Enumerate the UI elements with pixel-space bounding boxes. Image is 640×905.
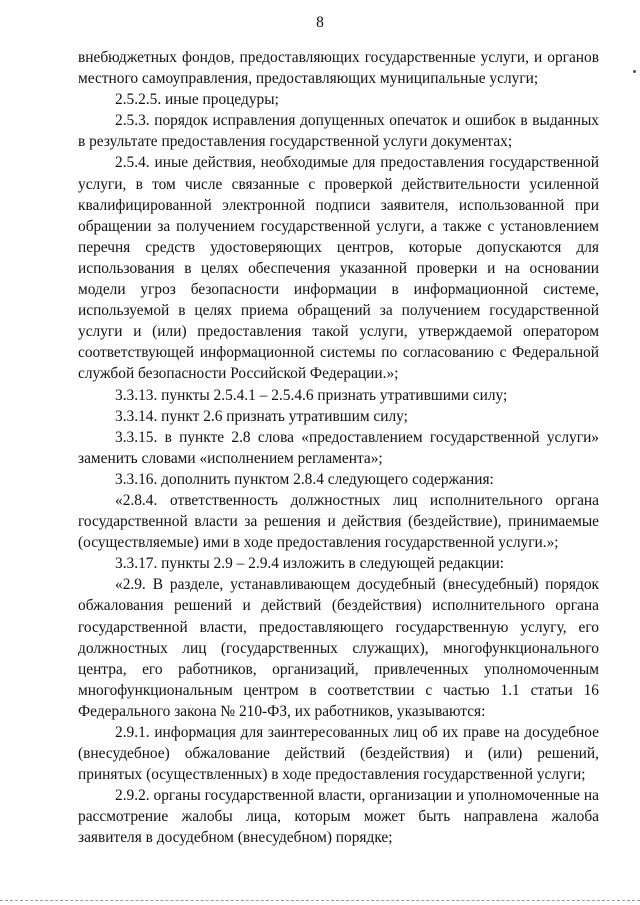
paragraph-2-9-1: 2.9.1. информация для заинтересованных лиц об их праве на досудебное (внесудебное) обжалование действий (бездействия) и (или) решений, принятых (осуществленных) в ходе предоставления государственной услуги; (78, 724, 599, 784)
paragraph-2-9-2: 2.9.2. органы государственной власти, организации и уполномоченные на рассмотрение жалобы лица, которым может быть направлена жалоба заявителя в досудебном (внесудебном) порядке; (78, 787, 599, 847)
scan-bottom-edge (0, 900, 640, 901)
paragraph-2-5-2-5: 2.5.2.5. иные процедуры; (115, 91, 279, 109)
document-body (78, 47, 599, 849)
scan-mark (633, 70, 636, 73)
page-number: 8 (316, 14, 324, 31)
paragraph-2-5-4: 2.5.4. иные действия, необходимые для предоставления государственной услуги, в том числе связанные с проверкой действительности усиленной квалифицированной электронной подписи заявителя, использованной при обращении за получением государственной услуги, а также с установлением перечня средств удостоверяющих центров, которые допускаются для использования в целях обеспечения указанной проверки и на основании модели угроз безопасности информации в информационной системе, используемой в целях приема обращений за получением государственной услуги и (или) предоставления такой услуги, утверждаемой оператором соответствующей информационной системы по согласованию с Федеральной службой безопасности Российской Федерации.»; (78, 154, 599, 383)
paragraph-3-3-14: 3.3.14. пункт 2.6 признать утратившим силу; (115, 407, 408, 425)
paragraph-2-5-3: 2.5.3. порядок исправления допущенных опечаток и ошибок в выданных в результате предоставления государственной услуги документах; (78, 112, 599, 151)
paragraph-3-3-16: 3.3.16. дополнить пунктом 2.8.4 следующего содержания: (115, 470, 494, 488)
paragraph-2-9: «2.9. В разделе, устанавливающем досудебный (внесудебный) порядок обжалования решений и действий (бездействия) исполнительного органа государственной власти, предоставляющего государственную услугу, его должностных лиц (государственных служащих), многофункционального центра, его работников, организаций, привлеченных уполномоченным многофункциональным центром в соответствии с частью 1.1 статьи 16 Федерального закона № 210-ФЗ, их работников, указываются: (78, 576, 599, 720)
paragraph-3-3-17: 3.3.17. пункты 2.9 – 2.9.4 изложить в следующей редакции: (115, 555, 505, 573)
paragraph-3-3-15: 3.3.15. в пункте 2.8 слова «предоставлением государственной услуги» заменить словами «исполнением регламента»; (78, 428, 599, 467)
paragraph-3-3-13: 3.3.13. пункты 2.5.4.1 – 2.5.4.6 признать утратившими силу; (115, 386, 508, 404)
paragraph-2-8-4: «2.8.4. ответственность должностных лиц исполнительного органа государственной власти за решения и действия (бездействие), принимаемые (осуществляемые) ими в ходе предоставления государственной услуги.»; (78, 491, 599, 552)
paragraph-continuation: внебюджетных фондов, предоставляющих государственные услуги, и органов местного самоуправления, предоставляющих муниципальные услуги; (78, 49, 599, 88)
